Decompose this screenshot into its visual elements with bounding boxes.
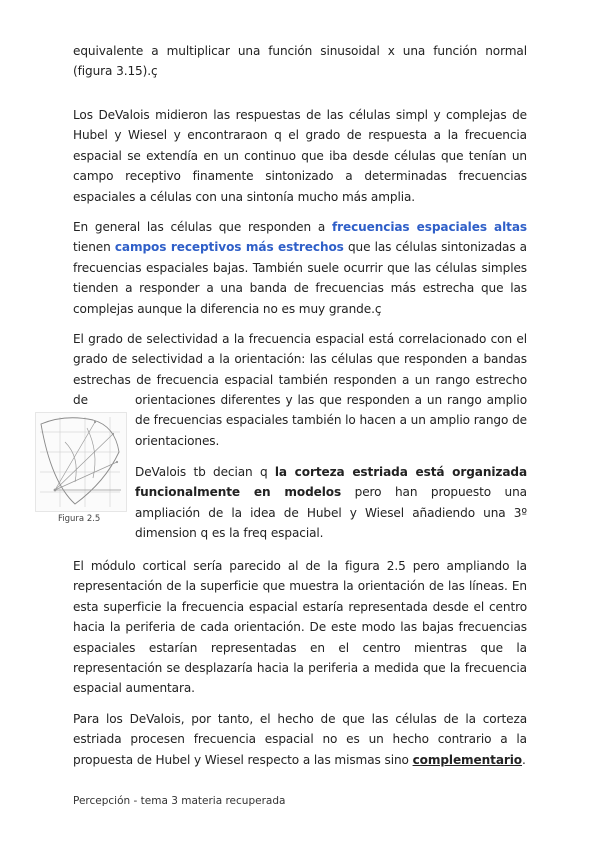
paragraph-7 xyxy=(73,709,527,770)
paragraph-3-text-a: En general las células que responden a xyxy=(73,220,332,234)
paragraph-6: El módulo cortical sería parecido al de la figura 2.5 pero ampliando la representación de la superficie que muestra la orientación de las líneas. En esta superficie la frecuencia espacial estaría representada desde el centro hacia la periferia de cada orientación. De este modo las bajas frecuencias espaciales estarían representadas en el centro mientras que la representación se desplazaría hacia la periferia a medida que la frecuencia espacial aumentara. xyxy=(73,559,527,696)
cortical-module-diagram xyxy=(35,412,127,512)
paragraph-4-continued: orientaciones diferentes y las que responden a un rango amplio de frecuencias espaciales también lo hacen a un amplio rango de orientaciones. xyxy=(135,393,527,448)
figure-caption: Figura 2.5 xyxy=(58,514,101,524)
paragraph-5-text-a: DeValois tb decian q xyxy=(135,465,275,479)
highlight-high-frequencies: frecuencias espaciales altas xyxy=(331,220,527,234)
paragraph-2: Los DeValois midieron las respuestas de las células simpl y complejas de Hubel y Wiesel y encontraraon q el grado de respuesta a la frecuencia espacial se extendía en un continuo que iba desde células que tenían un campo receptivo finamente sintonizado a determinadas frecuencias espaciales a células con una sintonía mucho más amplia. xyxy=(73,108,527,204)
paragraph-7-text-c: . xyxy=(522,752,526,767)
paragraph-5-text-c: pero han propuesto una ampliación de la idea de Hubel y Wiesel añadiendo una 3º dimension q es la freq espacial. xyxy=(135,485,527,541)
paragraph-7-text-a: Para los DeValois, por tanto, el hecho de que las células de la corteza estriada procesen frecuencia espacial no es un hecho contrario a la propuesta de Hubel y Wiesel respecto a las mismas sino xyxy=(73,712,527,767)
paragraph-3-text-e: que las células sintonizadas a frecuencias espaciales bajas. También suele ocurrir que las células simples tienden a responder a una banda de frecuencias más estrecha que las complejas aunque la diferencia no es muy grande.ç xyxy=(73,240,527,316)
paragraph-3 xyxy=(73,217,527,319)
paragraph-4: El grado de selectividad a la frecuencia espacial está correlacionado con el grado de selectividad a la orientación: las células que responden a bandas estrechas de frecuencia espacial también responden a un rango estrecho de xyxy=(73,332,527,408)
highlight-narrow-fields: campos receptivos más estrechos xyxy=(114,240,344,255)
underlined-complementario: complementario xyxy=(412,752,523,767)
paragraph-1: equivalente a multiplicar una función sinusoidal x una función normal (figura 3.15).ç xyxy=(73,44,527,79)
figure-2-5-image xyxy=(35,412,127,512)
bold-striate-cortex-modules: la corteza estriada está organizada funcionalmente en modelos xyxy=(135,465,527,500)
paragraph-3-text-c: tienen xyxy=(73,240,115,255)
paragraph-5 xyxy=(135,462,527,544)
page-footer: Percepción - tema 3 materia recuperada xyxy=(73,795,286,807)
